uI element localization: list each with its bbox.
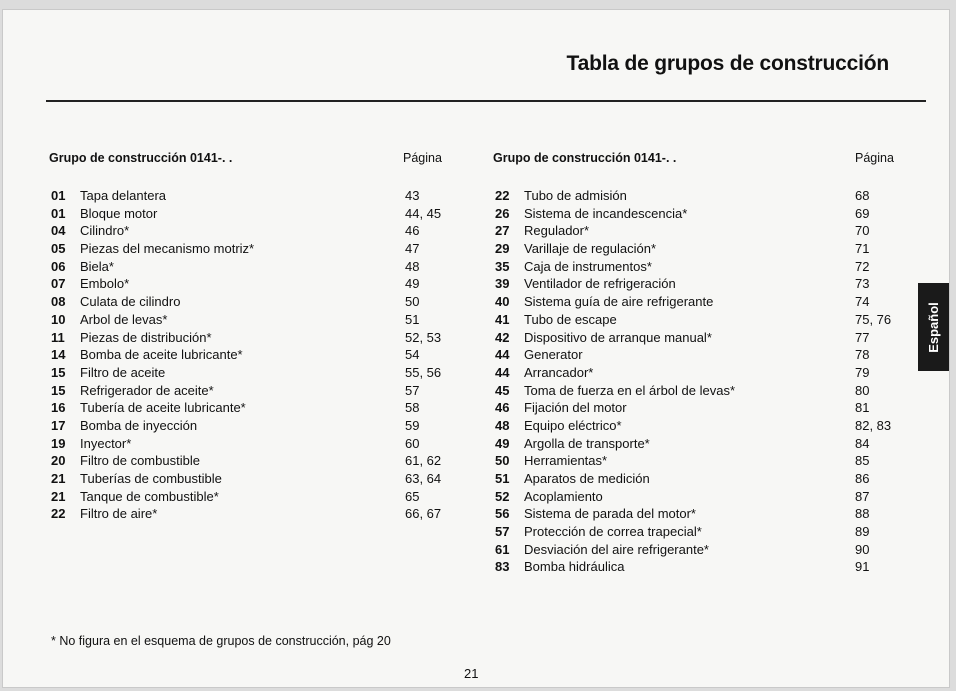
table-row	[493, 329, 898, 347]
page-reference: 50	[405, 294, 420, 310]
group-name: Sistema de incandescencia*	[524, 205, 688, 221]
group-name: Regulador*	[524, 223, 590, 239]
table-row	[493, 558, 898, 576]
table-row	[493, 382, 898, 400]
document-page	[2, 9, 950, 688]
table-row	[49, 452, 449, 470]
language-tab-label: Español	[926, 301, 942, 353]
group-number: 01	[51, 205, 66, 221]
page-reference: 54	[405, 347, 420, 363]
table-row	[493, 311, 898, 329]
group-number: 04	[51, 223, 66, 239]
table-row	[49, 258, 449, 276]
group-number: 56	[495, 506, 510, 522]
group-number: 01	[51, 188, 66, 203]
page-reference: 59	[405, 417, 420, 433]
group-number: 35	[495, 258, 510, 274]
group-number: 16	[51, 400, 66, 416]
group-name: Piezas de distribución*	[80, 329, 212, 345]
group-name: Culata de cilindro	[80, 294, 181, 310]
table-row	[49, 275, 449, 293]
page-reference: 49	[405, 276, 420, 292]
left-column-header	[49, 151, 449, 169]
table-row	[49, 505, 449, 523]
table-row	[493, 541, 898, 559]
page-number: 21	[464, 666, 479, 681]
table-row	[49, 382, 449, 400]
page-reference: 55, 56	[405, 364, 442, 380]
group-name: Acoplamiento	[524, 488, 603, 504]
group-name: Varillaje de regulación*	[524, 241, 657, 257]
group-name: Arbol de levas*	[80, 311, 168, 327]
group-number: 42	[495, 329, 510, 345]
group-number: 07	[51, 276, 66, 292]
page-reference: 46	[405, 223, 420, 239]
group-number: 22	[495, 188, 510, 203]
page-reference: 80	[855, 382, 870, 398]
group-name: Equipo eléctrico*	[524, 417, 622, 433]
table-row	[49, 435, 449, 453]
group-number: 46	[495, 400, 510, 416]
group-number: 44	[495, 347, 510, 363]
page-reference: 91	[855, 559, 870, 575]
page-reference: 61, 62	[405, 453, 442, 469]
table-row	[493, 258, 898, 276]
group-number: 21	[51, 488, 66, 504]
page-reference: 86	[855, 471, 870, 486]
group-number: 44	[495, 364, 510, 380]
page-reference: 70	[855, 223, 870, 239]
page-reference: 48	[405, 258, 420, 274]
right-column-header	[493, 151, 898, 169]
right-header-page: Página	[855, 151, 894, 165]
group-number: 19	[51, 435, 66, 451]
page-reference: 57	[405, 382, 420, 398]
group-name: Tubería de aceite lubricante*	[80, 400, 246, 416]
page-reference: 71	[855, 241, 870, 257]
table-row	[49, 346, 449, 364]
group-name: Filtro de combustible	[80, 453, 200, 469]
table-row	[493, 523, 898, 541]
left-header-page: Página	[403, 151, 442, 165]
group-number: 41	[495, 311, 510, 327]
group-name: Protección de correa trapecial*	[524, 524, 702, 540]
page-reference: 84	[855, 435, 870, 451]
group-number: 10	[51, 311, 66, 327]
page-reference: 82, 83	[855, 417, 892, 433]
language-tab	[918, 283, 949, 371]
group-name: Tuberías de combustible	[80, 471, 222, 486]
group-number: 45	[495, 382, 510, 398]
table-row	[49, 205, 449, 223]
group-number: 17	[51, 417, 66, 433]
group-name: Cilindro*	[80, 223, 130, 239]
group-name: Sistema guía de aire refrigerante	[524, 294, 714, 310]
page-reference: 88	[855, 506, 870, 522]
table-row	[493, 275, 898, 293]
group-number: 21	[51, 471, 66, 486]
page-reference: 51	[405, 311, 420, 327]
page-reference: 85	[855, 453, 870, 469]
page-reference: 63, 64	[405, 471, 442, 486]
group-name: Caja de instrumentos*	[524, 258, 652, 274]
group-name: Piezas del mecanismo motriz*	[80, 241, 255, 257]
group-number: 14	[51, 347, 66, 363]
page-reference: 81	[855, 400, 870, 416]
page-reference: 72	[855, 258, 870, 274]
table-row	[493, 505, 898, 523]
group-number: 51	[495, 471, 510, 486]
table-row	[49, 187, 449, 205]
group-number: 27	[495, 223, 510, 239]
group-name: Toma de fuerza en el árbol de levas*	[524, 382, 736, 398]
group-name: Bloque motor	[80, 205, 158, 221]
group-name: Generator	[524, 347, 583, 363]
group-number: 83	[495, 559, 510, 575]
group-number: 50	[495, 453, 510, 469]
page-reference: 44, 45	[405, 205, 442, 221]
table-row	[493, 488, 898, 506]
group-number: 52	[495, 488, 510, 504]
group-name: Biela*	[80, 258, 114, 274]
group-name: Filtro de aire*	[80, 506, 158, 522]
group-number: 39	[495, 276, 510, 292]
table-row	[49, 417, 449, 435]
left-rows	[49, 187, 449, 523]
group-number: 08	[51, 294, 66, 310]
page-reference: 79	[855, 364, 870, 380]
group-name: Tubo de admisión	[524, 188, 627, 203]
title-rule	[46, 100, 926, 102]
page-reference: 68	[855, 188, 870, 203]
table-row	[493, 417, 898, 435]
page-reference: 65	[405, 488, 420, 504]
group-name: Dispositivo de arranque manual*	[524, 329, 712, 345]
table-row	[49, 240, 449, 258]
table-row	[493, 187, 898, 205]
group-number: 29	[495, 241, 510, 257]
group-name: Sistema de parada del motor*	[524, 506, 696, 522]
group-name: Bomba de inyección	[80, 417, 198, 433]
left-column	[49, 151, 449, 523]
group-number: 61	[495, 541, 510, 557]
page-reference: 89	[855, 524, 870, 540]
footnote: * No figura en el esquema de grupos de construcción, pág 20	[51, 634, 391, 648]
page-reference: 47	[405, 241, 420, 257]
group-number: 22	[51, 506, 66, 522]
group-number: 57	[495, 524, 510, 540]
table-row	[493, 399, 898, 417]
group-name: Desviación del aire refrigerante*	[524, 541, 709, 557]
group-number: 06	[51, 258, 66, 274]
page-reference: 66, 67	[405, 506, 442, 522]
group-name: Embolo*	[80, 276, 130, 292]
table-row	[49, 329, 449, 347]
group-number: 26	[495, 205, 510, 221]
group-name: Fijación del motor	[524, 400, 627, 416]
table-row	[49, 488, 449, 506]
table-row	[49, 364, 449, 382]
group-number: 11	[51, 329, 65, 345]
group-name: Argolla de transporte*	[524, 435, 650, 451]
right-column	[493, 151, 898, 576]
group-number: 48	[495, 417, 510, 433]
page-reference: 74	[855, 294, 870, 310]
group-number: 49	[495, 435, 510, 451]
page-reference: 90	[855, 541, 870, 557]
page-reference: 78	[855, 347, 870, 363]
group-name: Bomba de aceite lubricante*	[80, 347, 243, 363]
page-reference: 60	[405, 435, 420, 451]
group-name: Tapa delantera	[80, 188, 167, 203]
group-number: 05	[51, 241, 66, 257]
right-header-label: Grupo de construcción 0141-. .	[493, 151, 677, 165]
right-rows	[493, 187, 898, 576]
table-row	[493, 240, 898, 258]
group-name: Tubo de escape	[524, 311, 617, 327]
group-name: Tanque de combustible*	[80, 488, 219, 504]
group-name: Inyector*	[80, 435, 132, 451]
page-reference: 87	[855, 488, 870, 504]
page-reference: 43	[405, 188, 420, 203]
group-number: 40	[495, 294, 510, 310]
table-row	[49, 470, 449, 488]
page-title: Tabla de grupos de construcción	[566, 52, 889, 75]
group-number: 20	[51, 453, 66, 469]
table-row	[49, 399, 449, 417]
group-name: Filtro de aceite	[80, 364, 166, 380]
group-number: 15	[51, 364, 66, 380]
left-header-label: Grupo de construcción 0141-. .	[49, 151, 233, 165]
table-row	[493, 205, 898, 223]
table-row	[493, 293, 898, 311]
page-reference: 73	[855, 276, 870, 292]
table-row	[49, 222, 449, 240]
group-name: Aparatos de medición	[524, 471, 650, 486]
table-row	[493, 222, 898, 240]
group-name: Bomba hidráulica	[524, 559, 625, 575]
group-number: 15	[51, 382, 66, 398]
page-reference: 52, 53	[405, 329, 442, 345]
table-row	[493, 364, 898, 382]
table-row	[49, 311, 449, 329]
group-name: Refrigerador de aceite*	[80, 382, 214, 398]
page-reference: 58	[405, 400, 420, 416]
page-reference: 75, 76	[855, 311, 892, 327]
table-row	[493, 346, 898, 364]
table-row	[493, 470, 898, 488]
page-reference: 77	[855, 329, 870, 345]
page-reference: 69	[855, 205, 870, 221]
group-name: Ventilador de refrigeración	[524, 276, 676, 292]
group-name: Arrancador*	[524, 364, 594, 380]
table-row	[493, 435, 898, 453]
group-name: Herramientas*	[524, 453, 608, 469]
table-row	[49, 293, 449, 311]
table-row	[493, 452, 898, 470]
